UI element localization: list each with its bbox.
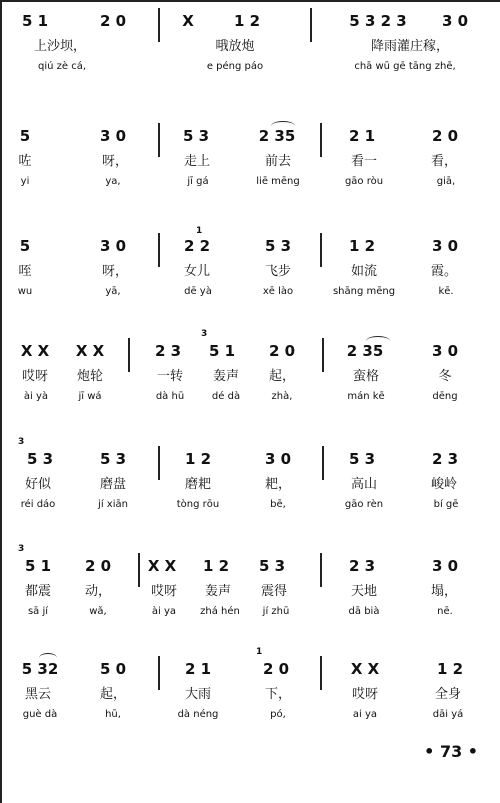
notation: 5 1 xyxy=(24,557,52,575)
pinyin-line: xē lào xyxy=(262,286,294,297)
notation: 5 1 xyxy=(21,12,49,30)
lyric-line: 哎呀 xyxy=(150,584,178,599)
pinyin-line: jí zhū xyxy=(262,606,290,617)
lyric-line: 下， xyxy=(264,687,292,702)
pinyin-line: dà hū xyxy=(155,391,185,402)
notation: 2 35 xyxy=(346,342,384,360)
notation: 1 2 xyxy=(202,557,230,575)
bar-line xyxy=(310,8,312,42)
lyric-line: 大雨 xyxy=(184,687,212,702)
pinyin-line: sā jí xyxy=(27,606,49,617)
notation: 2 3 xyxy=(154,342,182,360)
lyric-line: 磨盘 xyxy=(99,477,127,492)
pinyin-line: wǎ, xyxy=(89,606,107,617)
notation: 5 32 xyxy=(21,660,59,678)
pinyin-line: ai ya xyxy=(352,709,378,720)
pinyin-line: dāi yá xyxy=(432,709,464,720)
notation: 5 3 xyxy=(258,557,286,575)
notation: 2 1 xyxy=(184,660,212,678)
lyric-line: 峻岭 xyxy=(430,477,458,492)
lyric-line: 咥 xyxy=(18,264,32,279)
notation: X xyxy=(182,12,194,30)
lyric-line: 霞。 xyxy=(430,264,458,279)
notation: 2 0 xyxy=(262,660,290,678)
lyric-line: 起， xyxy=(268,369,296,384)
lyric-line: 轰声 xyxy=(204,584,232,599)
lyric-line: 耙， xyxy=(264,477,292,492)
lyric-line: 冬 xyxy=(438,369,452,384)
bar-line xyxy=(158,446,160,480)
pinyin-line: kē. xyxy=(438,286,454,297)
notation: X X xyxy=(75,342,105,360)
pinyin-line: dé dà xyxy=(211,391,241,402)
notation: 2 0 xyxy=(99,12,127,30)
notation: X X xyxy=(147,557,177,575)
pinyin-line: yi xyxy=(20,176,30,187)
lyric-line: 呀， xyxy=(101,154,129,169)
notation: 2 35 xyxy=(258,127,296,145)
notation: 3 0 xyxy=(431,557,459,575)
bar-line xyxy=(320,656,322,690)
lyric-line: 如流 xyxy=(350,264,378,279)
lyric-line: 哎呀 xyxy=(21,369,49,384)
notation: X X xyxy=(350,660,380,678)
bar-line xyxy=(322,446,324,480)
bar-line xyxy=(158,656,160,690)
lyric-line: 走上 xyxy=(183,154,211,169)
bar-line xyxy=(158,123,160,157)
bar-line xyxy=(158,233,160,267)
bar-line xyxy=(320,123,322,157)
lyric-line: 都震 xyxy=(24,584,52,599)
lyric-line: 炮轮 xyxy=(76,369,104,384)
pinyin-line: giā, xyxy=(436,176,456,187)
lyric-line: 磨耙 xyxy=(184,477,212,492)
lyric-line: 震得 xyxy=(260,584,288,599)
lyric-line: 哦放炮 xyxy=(215,39,255,54)
score-system-6 xyxy=(0,545,500,645)
pinyin-line: dēng xyxy=(432,391,458,402)
lyric-line: 黑云 xyxy=(24,687,52,702)
notation: 5 xyxy=(19,237,31,255)
notation: 5 xyxy=(19,127,31,145)
notation: 2 1 xyxy=(348,127,376,145)
lyric-line: 飞步 xyxy=(264,264,292,279)
grace-note: 3 xyxy=(18,437,25,447)
score-system-5 xyxy=(0,438,500,538)
lyric-line: 全身 xyxy=(434,687,462,702)
pinyin-line: gāo ròu xyxy=(344,176,384,187)
pinyin-line: chā wū gē tāng zhē, xyxy=(354,61,456,72)
pinyin-line: bí gē xyxy=(433,499,459,510)
pinyin-line: dà néng xyxy=(177,709,219,720)
score-system-2 xyxy=(0,115,500,215)
notation: 3 0 xyxy=(441,12,469,30)
pinyin-line: pó, xyxy=(270,709,286,720)
notation: 2 3 xyxy=(348,557,376,575)
pinyin-line: ài ya xyxy=(151,606,177,617)
page-number: • 73 • xyxy=(424,742,478,761)
bar-line xyxy=(320,233,322,267)
notation: 5 3 xyxy=(99,450,127,468)
notation: 5 1 xyxy=(208,342,236,360)
grace-note: 3 xyxy=(201,329,208,339)
notation: 5 3 xyxy=(182,127,210,145)
notation: 2 0 xyxy=(84,557,112,575)
pinyin-line: hū, xyxy=(105,709,121,720)
bar-line xyxy=(158,8,160,42)
lyric-line: 一转 xyxy=(156,369,184,384)
pinyin-line: mán kē xyxy=(347,391,385,402)
lyric-line: 女儿 xyxy=(183,264,211,279)
notation: 5 3 xyxy=(348,450,376,468)
lyric-line: 上沙坝， xyxy=(33,39,87,54)
score-system-4 xyxy=(0,330,500,430)
lyric-line: 天地 xyxy=(350,584,378,599)
bar-line xyxy=(128,338,130,372)
score-system-3 xyxy=(0,225,500,325)
notation: X X xyxy=(20,342,50,360)
bar-line xyxy=(322,338,324,372)
bar-line xyxy=(320,553,322,587)
lyric-line: 咗 xyxy=(18,154,32,169)
lyric-line: 降雨灌庄稼， xyxy=(370,39,450,54)
notation: 1 2 xyxy=(436,660,464,678)
notation: 3 0 xyxy=(431,237,459,255)
lyric-line: 起， xyxy=(99,687,127,702)
pinyin-line: wu xyxy=(17,286,33,297)
pinyin-line: jī gá xyxy=(187,176,209,187)
notation: 5 0 xyxy=(99,660,127,678)
pinyin-line: zhá hén xyxy=(200,606,240,617)
notation: 3 0 xyxy=(431,342,459,360)
lyric-line: 好似 xyxy=(24,477,52,492)
notation: 3 0 xyxy=(99,237,127,255)
notation: 2 2 xyxy=(183,237,211,255)
pinyin-line: bē, xyxy=(270,499,286,510)
pinyin-line: yā, xyxy=(105,286,121,297)
notation: 2 0 xyxy=(268,342,296,360)
lyric-line: 蛮格 xyxy=(352,369,380,384)
notation: 5 3 xyxy=(264,237,292,255)
pinyin-line: dē yà xyxy=(184,286,212,297)
notation: 5 3 xyxy=(26,450,54,468)
lyric-line: 轰声 xyxy=(212,369,240,384)
lyric-line: 前去 xyxy=(264,154,292,169)
pinyin-line: zhà, xyxy=(271,391,293,402)
pinyin-line: guè dà xyxy=(22,709,58,720)
pinyin-line: dā bià xyxy=(348,606,380,617)
lyric-line: 高山 xyxy=(350,477,378,492)
notation: 3 0 xyxy=(99,127,127,145)
grace-note: 1 xyxy=(196,226,203,236)
grace-note: 3 xyxy=(18,544,25,554)
pinyin-line: e péng páo xyxy=(206,61,264,72)
lyric-line: 动， xyxy=(84,584,112,599)
notation: 1 2 xyxy=(348,237,376,255)
lyric-line: 看一 xyxy=(350,154,378,169)
pinyin-line: jí xiān xyxy=(98,499,128,510)
score-system-1 xyxy=(0,0,500,100)
pinyin-line: jī wá xyxy=(78,391,102,402)
notation: 2 3 xyxy=(431,450,459,468)
pinyin-line: ya, xyxy=(105,176,121,187)
notation: 2 0 xyxy=(431,127,459,145)
notation: 3 0 xyxy=(264,450,292,468)
pinyin-line: ài yà xyxy=(23,391,49,402)
lyric-line: 看， xyxy=(430,154,458,169)
score-system-7 xyxy=(0,648,500,748)
grace-note: 1 xyxy=(256,647,263,657)
pinyin-line: gāo rèn xyxy=(344,499,384,510)
lyric-line: 塌， xyxy=(430,584,458,599)
pinyin-line: réi dáo xyxy=(20,499,56,510)
pinyin-line: nē. xyxy=(437,606,453,617)
notation: 5 3 2 3 xyxy=(349,12,407,30)
pinyin-line: liē mēng xyxy=(256,176,300,187)
lyric-line: 哎呀 xyxy=(351,687,379,702)
bar-line xyxy=(138,553,140,587)
notation: 1 2 xyxy=(184,450,212,468)
notation: 1 2 xyxy=(233,12,261,30)
pinyin-line: tòng rōu xyxy=(176,499,220,510)
pinyin-line: shāng mēng xyxy=(332,286,396,297)
lyric-line: 呀， xyxy=(101,264,129,279)
pinyin-line: qiú zè cá, xyxy=(37,61,87,72)
